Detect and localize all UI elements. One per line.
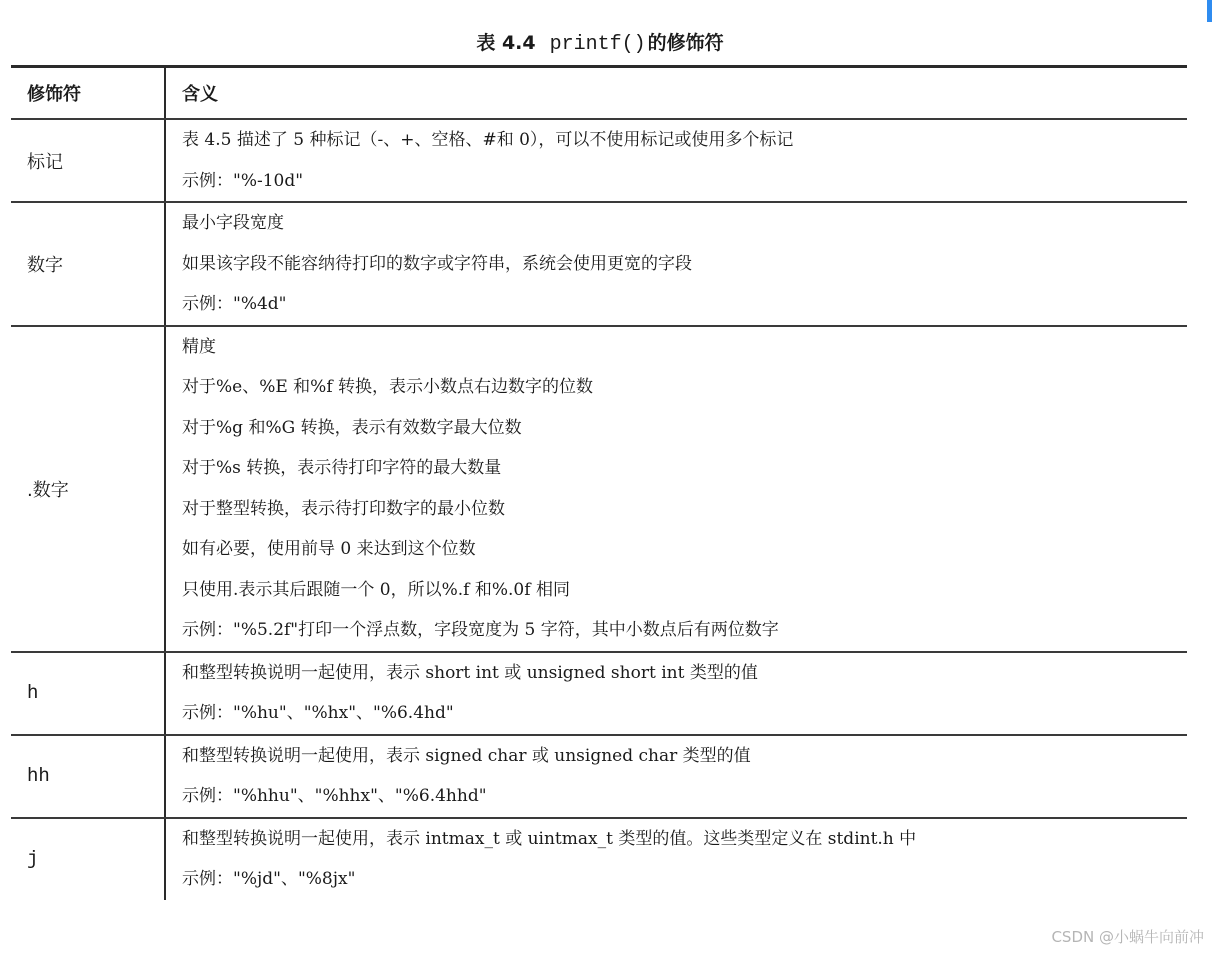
example-line: 示例："%4d" — [182, 294, 287, 314]
header-meaning: 含义 — [165, 67, 1187, 120]
meaning-line: 和整型转换说明一起使用，表示 short int 或 unsigned short int 类型的值 — [182, 662, 758, 683]
watermark: CSDN @小蜗牛向前冲 — [1051, 928, 1204, 946]
meaning-line: 只使用.表示其后跟随一个 0，所以%.f 和%.0f 相同 — [182, 579, 570, 600]
header-modifier: 修饰符 — [11, 67, 165, 120]
modifier-cell: .数字 — [11, 326, 165, 652]
modifier-cell: hh — [11, 735, 165, 818]
example-line: 示例："%-10d" — [182, 170, 304, 191]
modifier-table — [11, 65, 1187, 900]
meaning-line: 对于%g 和%G 转换，表示有效数字最大位数 — [182, 417, 522, 438]
table-header-row — [11, 67, 1187, 120]
table-caption — [0, 28, 1200, 56]
meaning-line: 如果该字段不能容纳待打印的数字或字符串，系统会使用更宽的字段 — [182, 253, 692, 274]
modifier-cell: h — [11, 652, 165, 735]
meaning-line: 和整型转换说明一起使用，表示 intmax_t 或 uintmax_t 类型的值。这些类型定义在 stdint.h 中 — [182, 828, 917, 849]
table-row — [11, 652, 1187, 735]
meaning-line: 对于%e、%E 和%f 转换，表示小数点右边数字的位数 — [182, 377, 594, 397]
example-line: 示例："%hhu"、"%hhx"、"%6.4hhd" — [182, 786, 487, 806]
meaning-cell — [165, 326, 1187, 652]
caption-prefix: 表 4.4 — [476, 32, 536, 54]
meaning-line: 精度 — [182, 336, 216, 357]
caption-function: printf() — [549, 33, 646, 56]
table-row — [11, 119, 1187, 202]
example-line: 示例："%5.2f"打印一个浮点数，字段宽度为 5 字符，其中小数点后有两位数字 — [182, 620, 779, 640]
table-row — [11, 326, 1187, 652]
meaning-cell — [165, 119, 1187, 202]
meaning-line: 如有必要，使用前导 0 来达到这个位数 — [182, 539, 476, 559]
modifier-cell: 标记 — [11, 119, 165, 202]
meaning-line: 对于整型转换，表示待打印数字的最小位数 — [182, 498, 505, 519]
modifier-cell: j — [11, 818, 165, 900]
meaning-line: 最小字段宽度 — [182, 213, 284, 233]
scroll-accent-bar — [1207, 0, 1212, 22]
example-line: 示例："%hu"、"%hx"、"%6.4hd" — [182, 703, 454, 723]
table-row — [11, 202, 1187, 326]
modifier-cell: 数字 — [11, 202, 165, 326]
meaning-cell — [165, 818, 1187, 900]
table-row — [11, 818, 1187, 900]
meaning-line: 表 4.5 描述了 5 种标记（-、+、空格、#和 0），可以不使用标记或使用多个标记 — [182, 130, 794, 150]
meaning-line: 对于%s 转换，表示待打印字符的最大数量 — [182, 458, 502, 478]
caption-suffix: 的修饰符 — [647, 32, 724, 54]
table-row — [11, 735, 1187, 818]
meaning-cell — [165, 735, 1187, 818]
example-line: 示例："%jd"、"%8jx" — [182, 869, 356, 889]
meaning-cell — [165, 652, 1187, 735]
meaning-line: 和整型转换说明一起使用，表示 signed char 或 unsigned char 类型的值 — [182, 745, 751, 766]
meaning-cell — [165, 202, 1187, 326]
